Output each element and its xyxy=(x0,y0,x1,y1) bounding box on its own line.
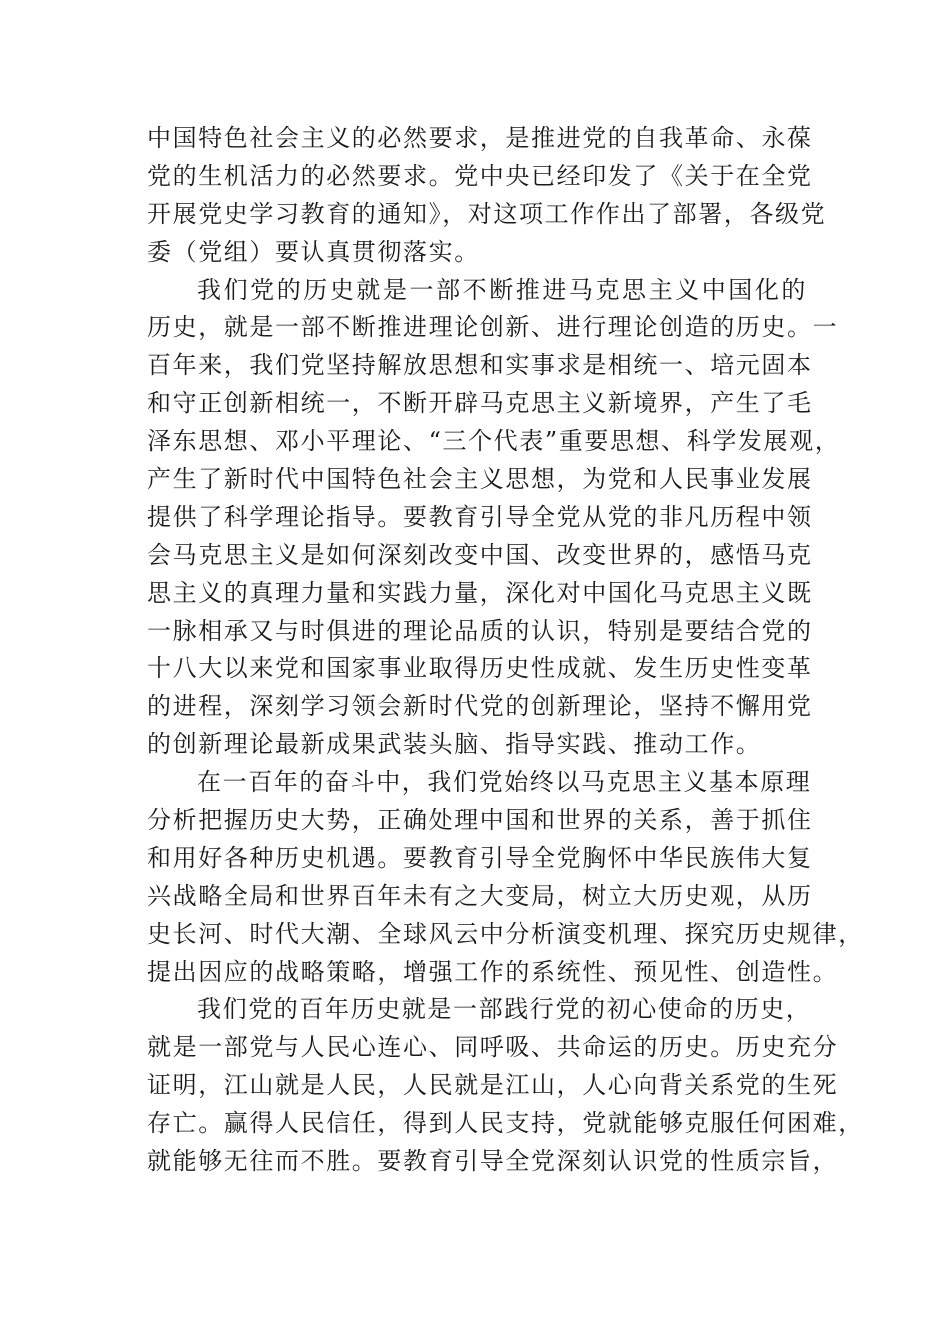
text-line: 思主义的真理力量和实践力量，深化对中国化马克思主义既 xyxy=(147,578,813,607)
text-line: 泽东思想、邓小平理论、“三个代表”重要思想、科学发展观， xyxy=(147,427,841,456)
text-line: 史长河、时代大潮、全球风云中分析演变机理、探究历史规律， xyxy=(147,919,864,948)
text-line: 存亡。赢得人民信任，得到人民支持，党就能够克服任何困难， xyxy=(147,1109,864,1138)
paragraph-1 xyxy=(147,120,827,272)
text-line: 历史，就是一部不断推进理论创新、进行理论创造的历史。一 xyxy=(147,313,839,342)
text-line: 开展党史学习教育的通知》，对这项工作作出了部署，各级党 xyxy=(147,199,827,228)
paragraph-3 xyxy=(147,764,864,991)
text-line: 和用好各种历史机遇。要教育引导全党胸怀中华民族伟大复 xyxy=(147,843,813,872)
text-line: 我们党的历史就是一部不断推进马克思主义中国化的 xyxy=(197,275,807,304)
text-line: 十八大以来党和国家事业取得历史性成就、发生历史性变革 xyxy=(147,654,813,683)
text-line: 分析把握历史大势，正确处理中国和世界的关系，善于抓住 xyxy=(147,806,813,835)
text-line: 兴战略全局和世界百年未有之大变局，树立大历史观，从历 xyxy=(147,881,813,910)
text-line: 的进程，深刻学习领会新时代党的创新理论，坚持不懈用党 xyxy=(147,692,813,721)
text-line: 会马克思主义是如何深刻改变中国、改变世界的，感悟马克 xyxy=(147,540,813,569)
text-line: 委（党组）要认真贯彻落实。 xyxy=(147,237,480,266)
text-line: 的创新理论最新成果武装头脑、指导实践、推动工作。 xyxy=(147,730,762,759)
paragraph-4 xyxy=(147,991,864,1180)
text-line: 我们党的百年历史就是一部践行党的初心使命的历史， xyxy=(197,995,812,1024)
text-line: 提出因应的战略策略，增强工作的系统性、预见性、创造性。 xyxy=(147,957,839,986)
text-line: 产生了新时代中国特色社会主义思想，为党和人民事业发展 xyxy=(147,465,813,494)
text-line: 百年来，我们党坚持解放思想和实事求是相统一、培元固本 xyxy=(147,351,813,380)
body-text xyxy=(147,120,864,1181)
text-line: 和守正创新相统一，不断开辟马克思主义新境界，产生了毛 xyxy=(147,389,813,418)
text-line: 证明，江山就是人民，人民就是江山，人心向背关系党的生死 xyxy=(147,1071,839,1100)
text-line: 在一百年的奋斗中，我们党始终以马克思主义基本原理 xyxy=(197,768,812,797)
text-line: 中国特色社会主义的必然要求，是推进党的自我革命、永葆 xyxy=(147,124,813,152)
text-line: 提供了科学理论指导。要教育引导全党从党的非凡历程中领 xyxy=(147,502,813,531)
text-line: 就是一部党与人民心连心、同呼吸、共命运的历史。历史充分 xyxy=(147,1033,839,1062)
text-line: 就能够无往而不胜。要教育引导全党深刻认识党的性质宗旨， xyxy=(147,1147,839,1176)
paragraph-2 xyxy=(147,272,841,765)
text-line: 一脉相承又与时俱进的理论品质的认识，特别是要结合党的 xyxy=(147,616,813,645)
text-line: 党的生机活力的必然要求。党中央已经印发了《关于在全党 xyxy=(147,161,813,190)
